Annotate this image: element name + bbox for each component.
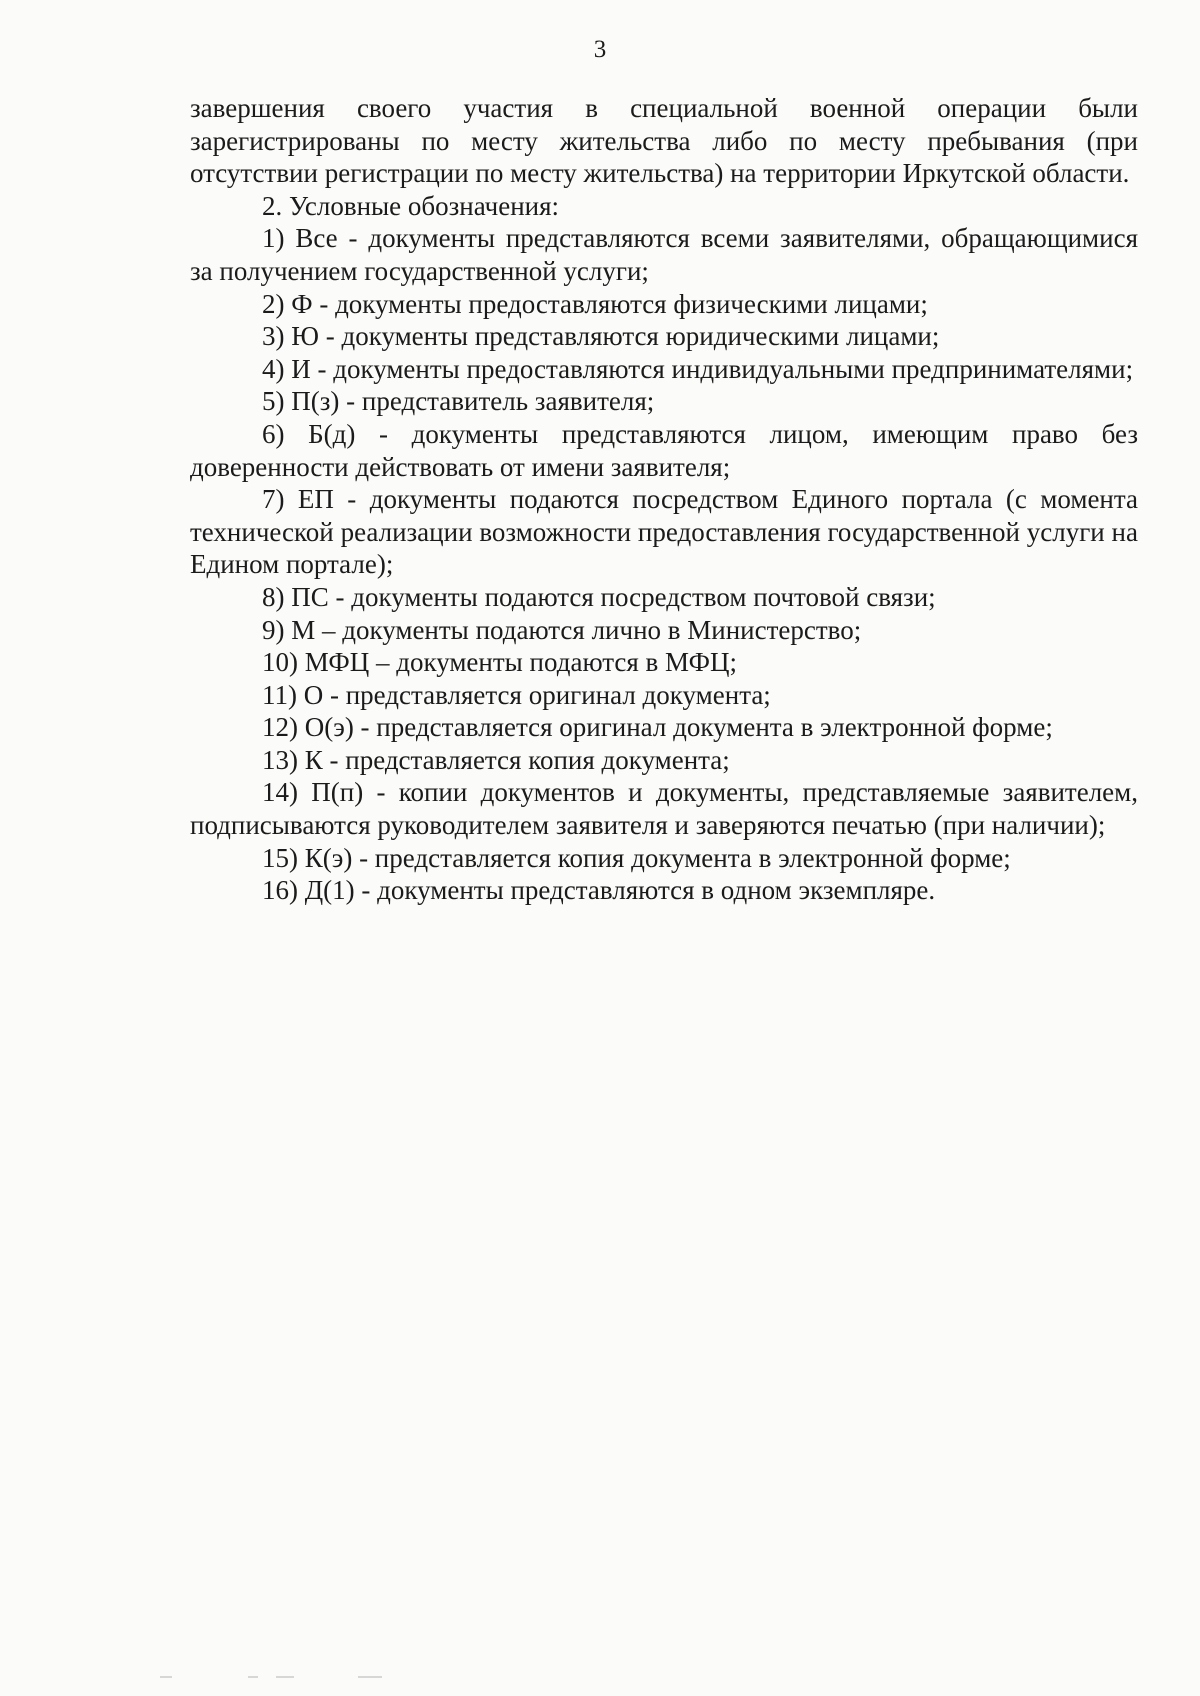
scan-artifact	[358, 1676, 382, 1678]
document-body	[190, 92, 1138, 907]
scan-artifact	[276, 1676, 294, 1678]
legend-item: 6) Б(д) - документы представляются лицом, имеющим право без доверенности действовать от имени заявителя;	[190, 418, 1138, 482]
legend-item: 8) ПС - документы подаются посредством почтовой связи;	[262, 581, 936, 612]
legend-item: 7) ЕП - документы подаются посредством Единого портала (с момента технической реализации возможности предоставления государственной услуги на Едином портале);	[190, 484, 1138, 580]
legend-item: 16) Д(1) - документы представляются в одном экземпляре.	[262, 875, 936, 906]
legend-item: 5) П(з) - представитель заявителя;	[262, 386, 655, 417]
legend-item: 15) К(э) - представляется копия документа в электронной форме;	[262, 842, 1011, 873]
legend-item: 10) МФЦ – документы подаются в МФЦ;	[262, 647, 738, 678]
legend-item: 9) М – документы подаются лично в Министерство;	[262, 614, 862, 645]
legend-item: 12) О(э) - представляется оригинал документа в электронной форме;	[262, 712, 1053, 743]
legend-item: 4) И - документы предоставляются индивидуальными предпринимателями;	[262, 353, 1134, 384]
legend-item: 11) О - представляется оригинал документа;	[262, 679, 771, 710]
paragraph-continuation: завершения своего участия в специальной военной операции были зарегистрированы по месту жительства либо по месту пребывания (при отсутствии регистрации по месту жительства) на территории Иркутской области.	[190, 93, 1138, 189]
legend-item: 14) П(п) - копии документов и документы, представляемые заявителем, подписываются руководителем заявителя и заверяются печатью (при наличии);	[190, 777, 1138, 841]
scan-artifact	[160, 1676, 172, 1678]
page-number: 3	[593, 36, 607, 63]
section-heading: 2. Условные обозначения:	[262, 190, 560, 221]
legend-item: 1) Все - документы представляются всеми заявителями, обращающимися за получением государственной услуги;	[190, 223, 1138, 286]
scan-artifact	[248, 1676, 258, 1678]
legend-item: 2) Ф - документы предоставляются физическими лицами;	[262, 288, 928, 319]
legend-item: 3) Ю - документы представляются юридическими лицами;	[262, 321, 940, 352]
legend-item: 13) К - представляется копия документа;	[262, 744, 730, 775]
